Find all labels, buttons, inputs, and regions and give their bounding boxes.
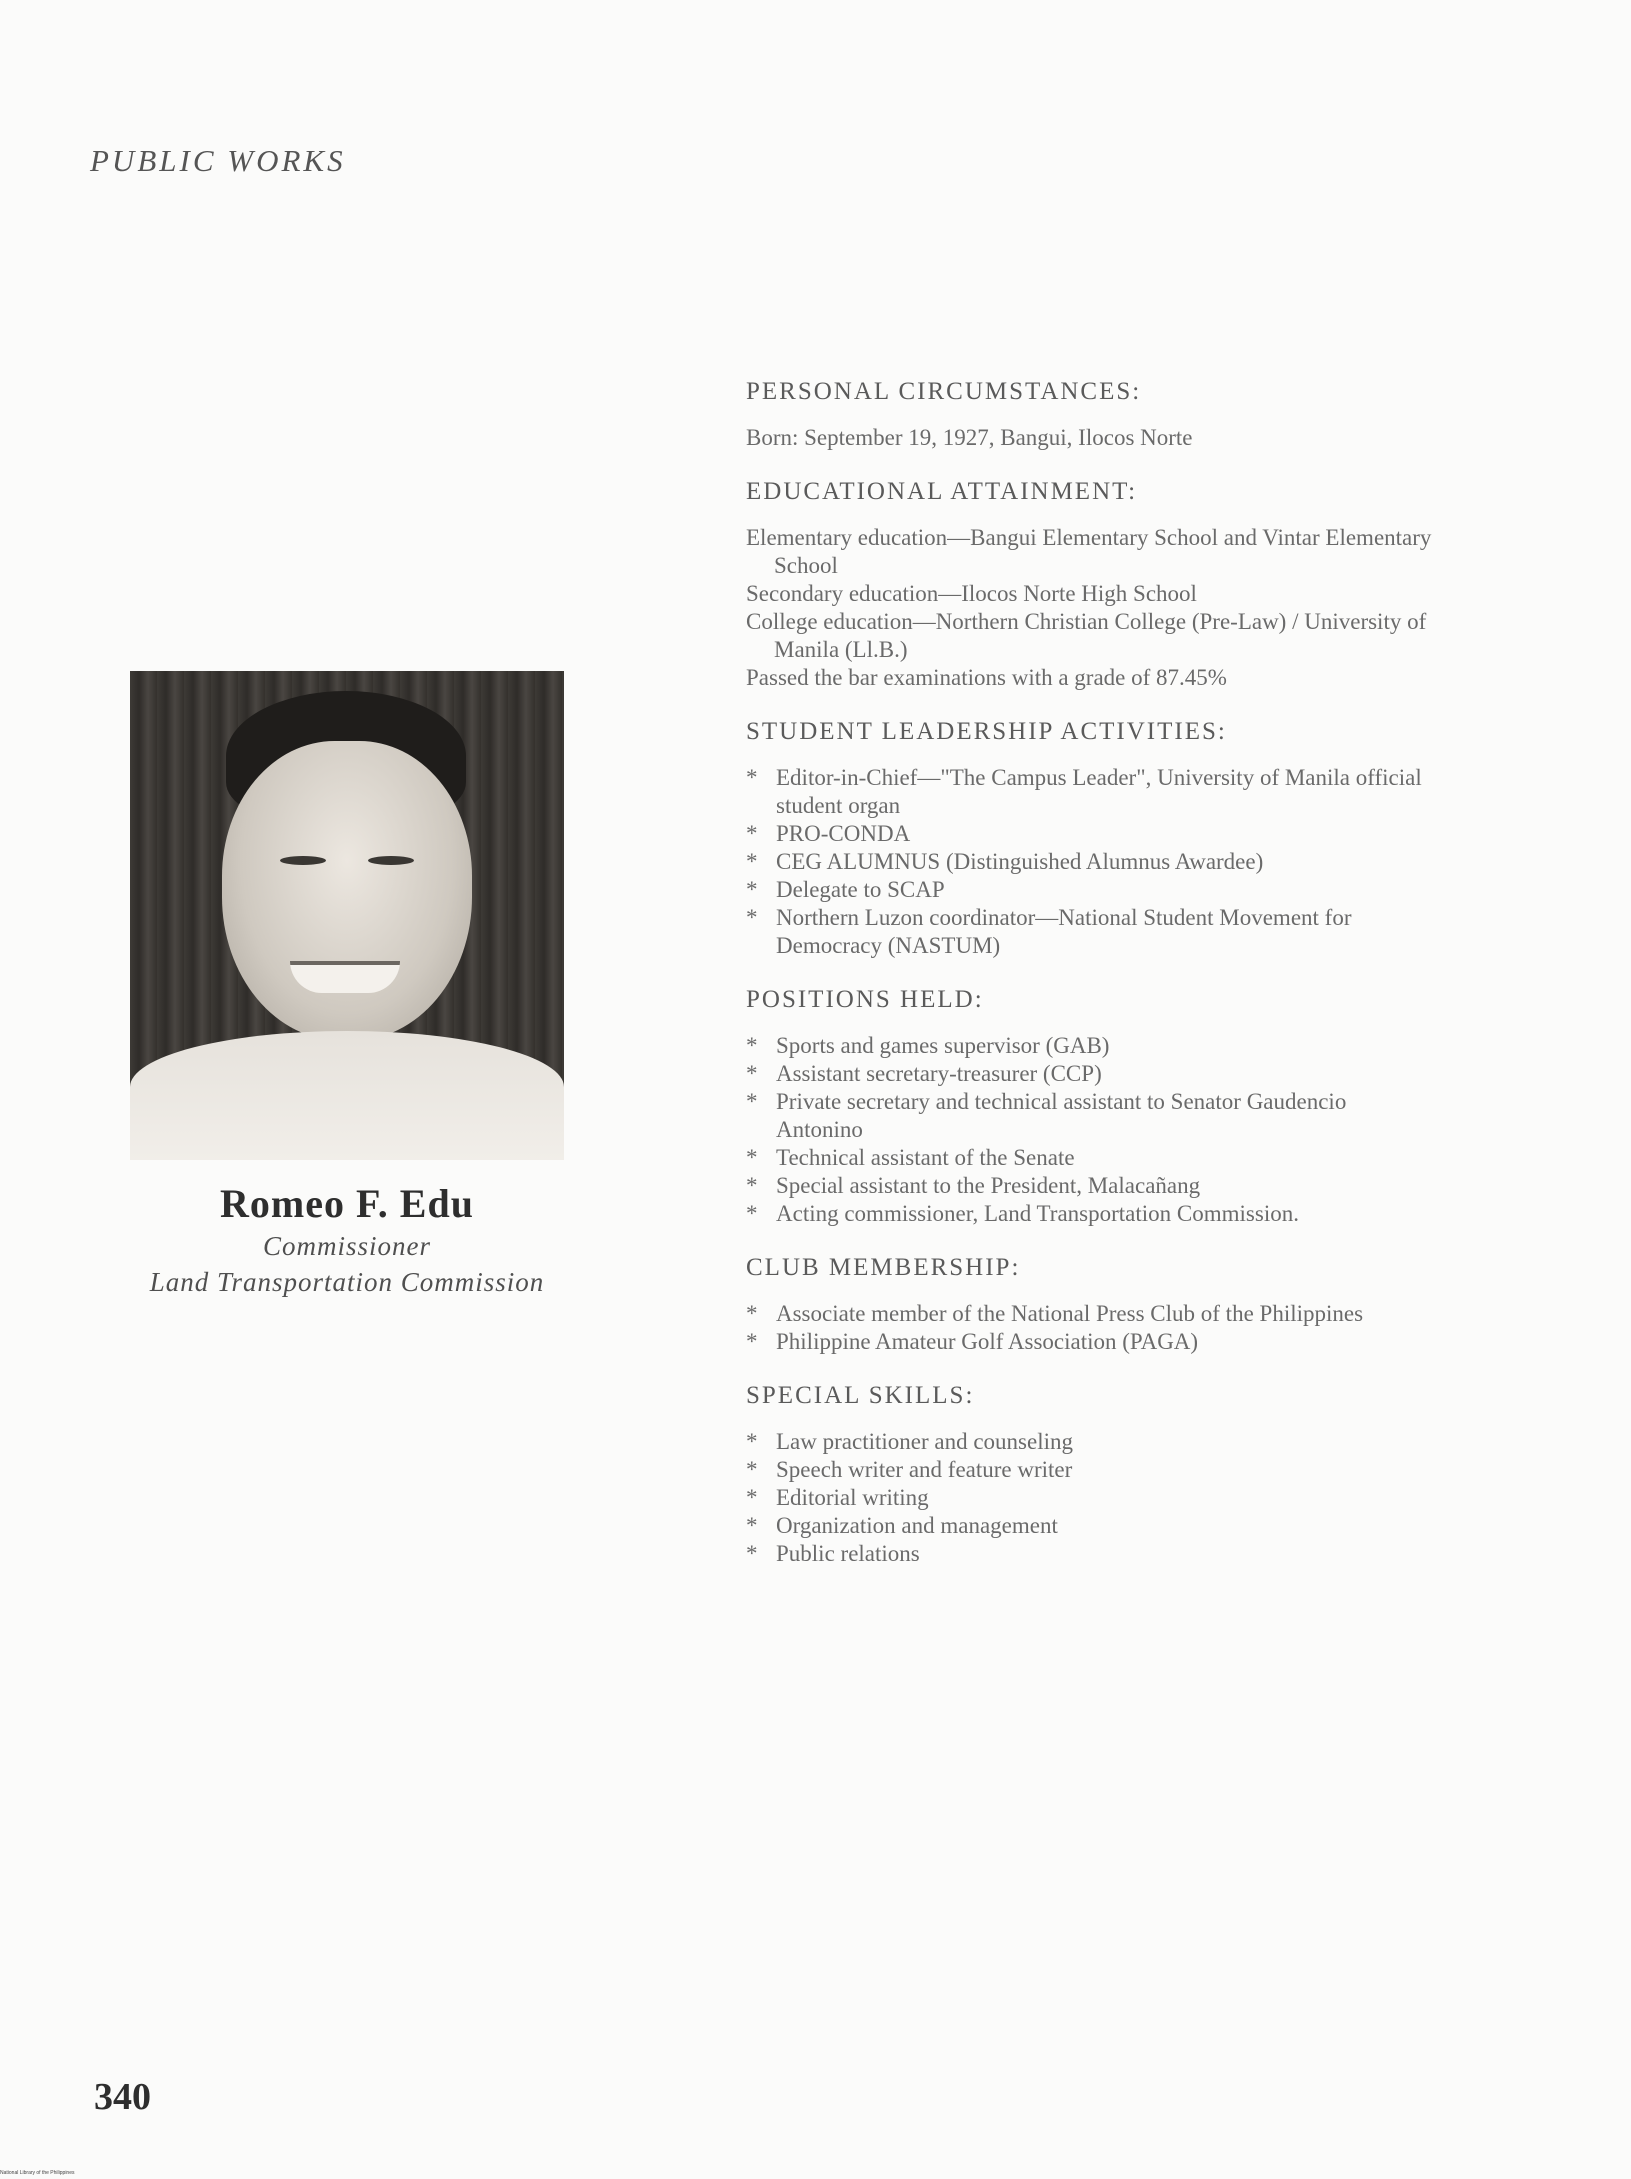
portrait-photo [130,671,564,1160]
list-item: * Delegate to SCAP [746,877,945,902]
education-line: Elementary education—Bangui Elementary School and Vintar Elementary School [746,525,1432,578]
section-clubs [746,1254,1436,1356]
list-item: * Philippine Amateur Golf Association (PAGA) [746,1329,1199,1354]
photo-mouth [290,961,400,993]
list-item: * Special assistant to the President, Malacañang [746,1173,1201,1198]
bullet-icon: * [746,1329,758,1354]
bullet-icon: * [746,1061,758,1086]
list-item: * Technical assistant of the Senate [746,1145,1075,1170]
list-item: * Editorial writing [746,1485,929,1510]
bullet-icon: * [746,877,758,902]
bullet-icon: * [746,1145,758,1170]
page-number: 340 [94,2076,151,2118]
portrait-caption [100,1180,594,1300]
bullet-icon: * [746,1033,758,1058]
list-item: * Editor-in-Chief—"The Campus Leader", University of Manila official student organ [746,765,1422,818]
education-line: Passed the bar examinations with a grade of 87.45% [746,665,1227,690]
bullet-icon: * [746,821,758,846]
section-heading: CLUB MEMBERSHIP: [746,1254,1021,1281]
bullet-icon: * [746,1173,758,1198]
bullet-icon: * [746,1429,758,1454]
section-personal [746,378,1436,452]
biography [746,378,1436,1594]
list-item: * Private secretary and technical assistant to Senator Gaudencio Antonino [746,1089,1347,1142]
section-heading: PERSONAL CIRCUMSTANCES: [746,378,1142,405]
list-item: * Law practitioner and counseling [746,1429,1073,1454]
section-student-leadership [746,718,1436,960]
list-item: * Northern Luzon coordinator—National Student Movement for Democracy (NASTUM) [746,905,1352,958]
section-heading: POSITIONS HELD: [746,986,984,1013]
list-item: * Organization and management [746,1513,1058,1538]
bullet-icon: * [746,1089,758,1114]
bullet-icon: * [746,1485,758,1510]
person-agency: Land Transportation Commission [149,1267,545,1297]
section-education [746,478,1436,692]
photo-eye-left [280,856,326,865]
education-line: Secondary education—Ilocos Norte High School [746,581,1197,606]
section-heading: STUDENT LEADERSHIP ACTIVITIES: [746,718,1227,745]
list-item: * CEG ALUMNUS (Distinguished Alumnus Awardee) [746,849,1264,874]
running-head: PUBLIC WORKS [90,143,346,178]
section-heading: EDUCATIONAL ATTAINMENT: [746,478,1138,505]
person-position: Commissioner [262,1231,431,1261]
birth-info: Born: September 19, 1927, Bangui, Ilocos Norte [746,425,1193,450]
bullet-icon: * [746,1201,758,1226]
bullet-icon: * [746,1457,758,1482]
bullet-icon: * [746,1541,758,1566]
bullet-icon: * [746,1301,758,1326]
section-skills [746,1382,1436,1568]
education-line: College education—Northern Christian College (Pre-Law) / University of Manila (Ll.B.) [746,609,1427,662]
list-item: * Associate member of the National Press Club of the Philippines [746,1301,1364,1326]
photo-eye-right [368,856,414,865]
list-item: * Public relations [746,1541,920,1566]
clubs-list [746,1300,1436,1356]
list-item: * Sports and games supervisor (GAB) [746,1033,1110,1058]
skills-list [746,1428,1436,1568]
list-item: * Assistant secretary-treasurer (CCP) [746,1061,1102,1086]
section-positions [746,986,1436,1228]
bullet-icon: * [746,905,758,930]
list-item: * PRO-CONDA [746,821,911,846]
person-name: Romeo F. Edu [220,1181,474,1226]
list-item: * Speech writer and feature writer [746,1457,1073,1482]
positions-list [746,1032,1436,1228]
list-item: * Acting commissioner, Land Transportation Commission. [746,1201,1299,1226]
photo-shirt [130,1031,564,1160]
leadership-list [746,764,1436,960]
library-footer: National Library of the Philippines [0,2170,75,2176]
section-heading: SPECIAL SKILLS: [746,1382,975,1409]
photo-face [222,741,472,1041]
bullet-icon: * [746,765,758,790]
bullet-icon: * [746,849,758,874]
bullet-icon: * [746,1513,758,1538]
